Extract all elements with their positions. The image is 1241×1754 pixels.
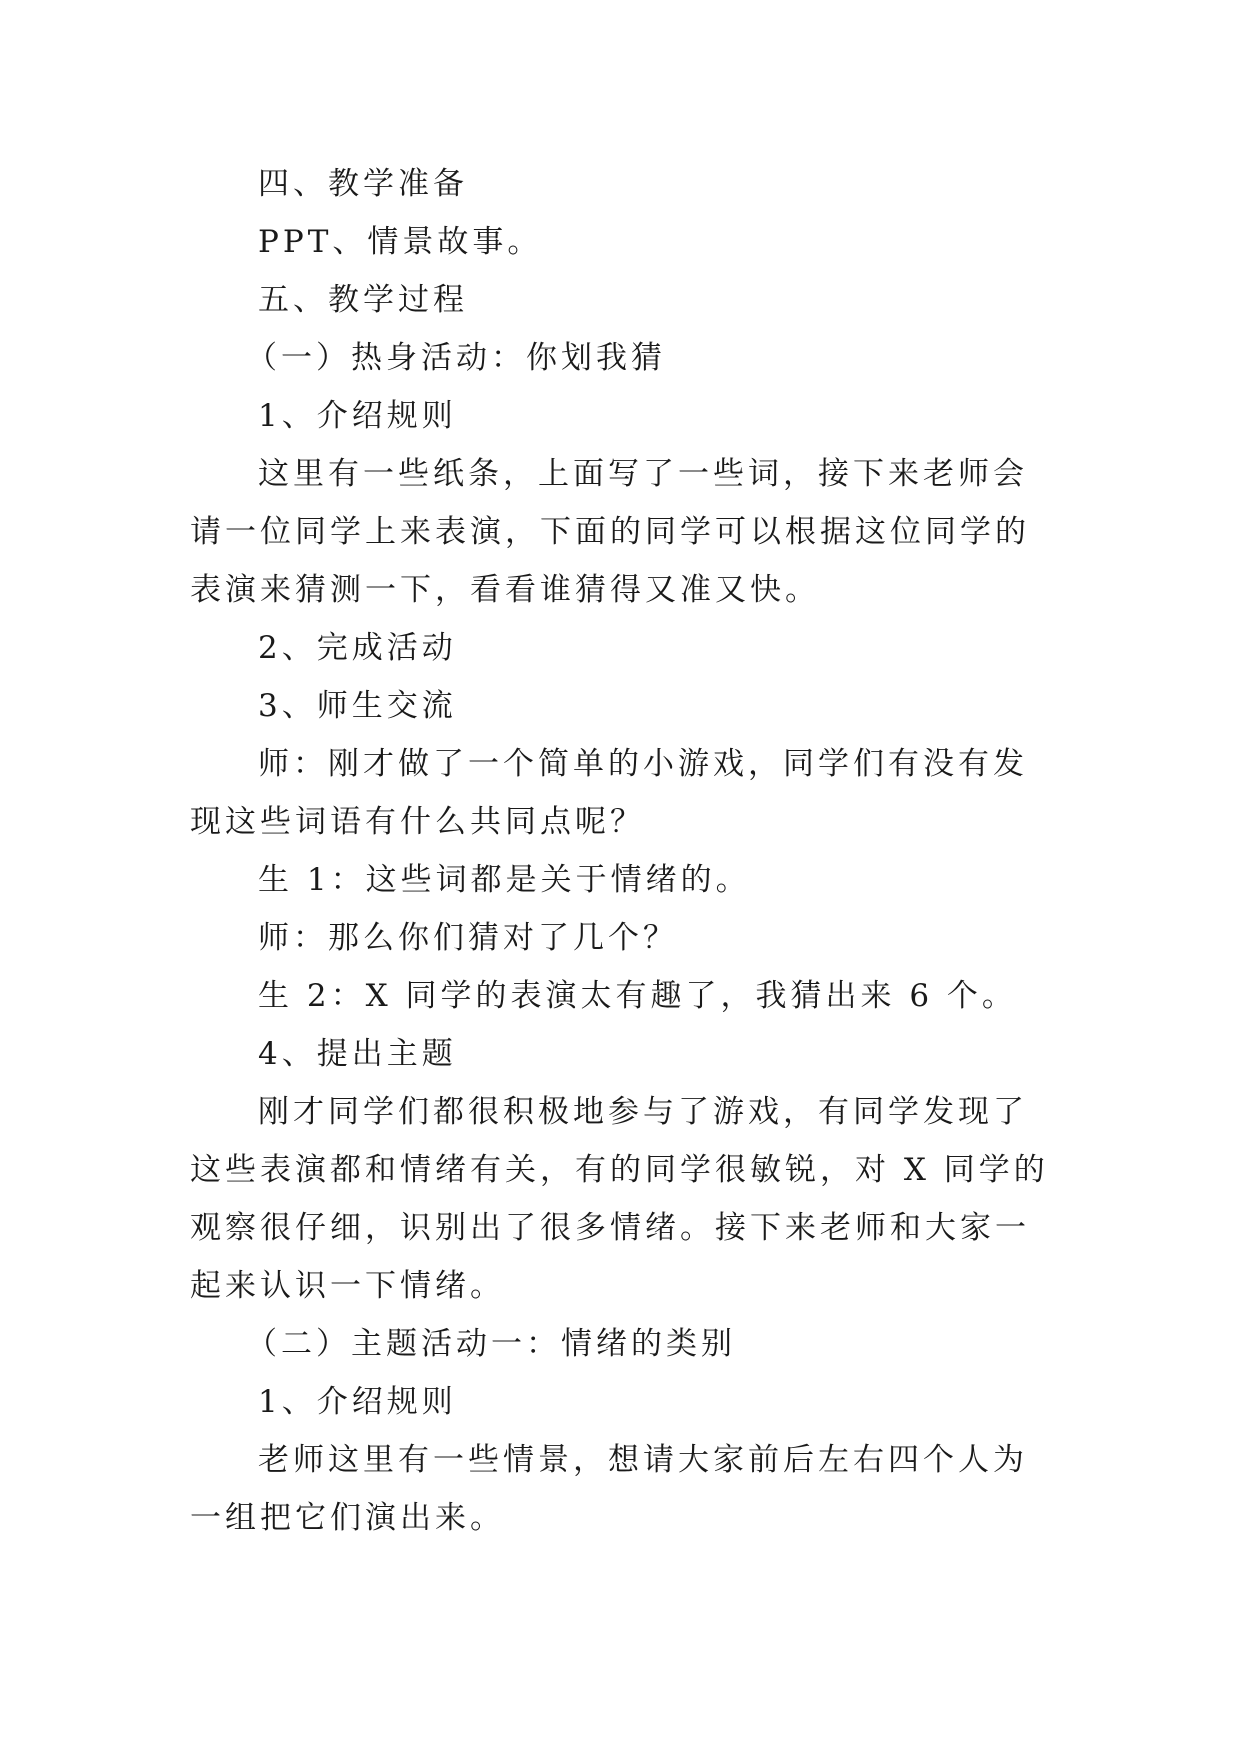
step-propose-theme: 4、提出主题 [258, 1036, 457, 1072]
step-introduce-rules-2: 1、介绍规则 [258, 1384, 457, 1420]
subheading-emotion-types: （二）主题活动一：情绪的类别 [246, 1326, 736, 1362]
step-exchange: 3、师生交流 [258, 688, 457, 724]
step-introduce-rules: 1、介绍规则 [258, 398, 457, 434]
subheading-warmup: （一）热身活动：你划我猜 [246, 340, 666, 376]
paragraph-teacher-followup: 师：那么你们猜对了几个？ [258, 920, 678, 956]
section-heading-process: 五、教学过程 [258, 282, 468, 318]
paragraph-rules-description: 这里有一些纸条，上面写了一些词，接下来老师会请一位同学上来表演，下面的同学可以根据这位同学的表演来猜测一下，看看谁猜得又准又快。 [190, 456, 1030, 608]
paragraph-theme-intro: 刚才同学们都很积极地参与了游戏，有同学发现了这些表演都和情绪有关，有的同学很敏锐，对 X 同学的观察很仔细，识别出了很多情绪。接下来老师和大家一起来认识一下情绪。 [190, 1094, 1049, 1304]
step-complete-activity: 2、完成活动 [258, 630, 457, 666]
document-page [190, 155, 1050, 1547]
paragraph-scenario-instructions: 老师这里有一些情景，想请大家前后左右四个人为一组把它们演出来。 [190, 1442, 1028, 1536]
paragraph-student-1: 生 1：这些词都是关于情绪的。 [258, 862, 751, 898]
paragraph-materials: PPT、情景故事。 [258, 224, 543, 260]
paragraph-teacher-question: 师：刚才做了一个简单的小游戏，同学们有没有发现这些词语有什么共同点呢？ [190, 746, 1028, 840]
section-heading-preparation: 四、教学准备 [258, 166, 468, 202]
paragraph-student-2: 生 2：X 同学的表演太有趣了，我猜出来 6 个。 [258, 978, 1017, 1014]
